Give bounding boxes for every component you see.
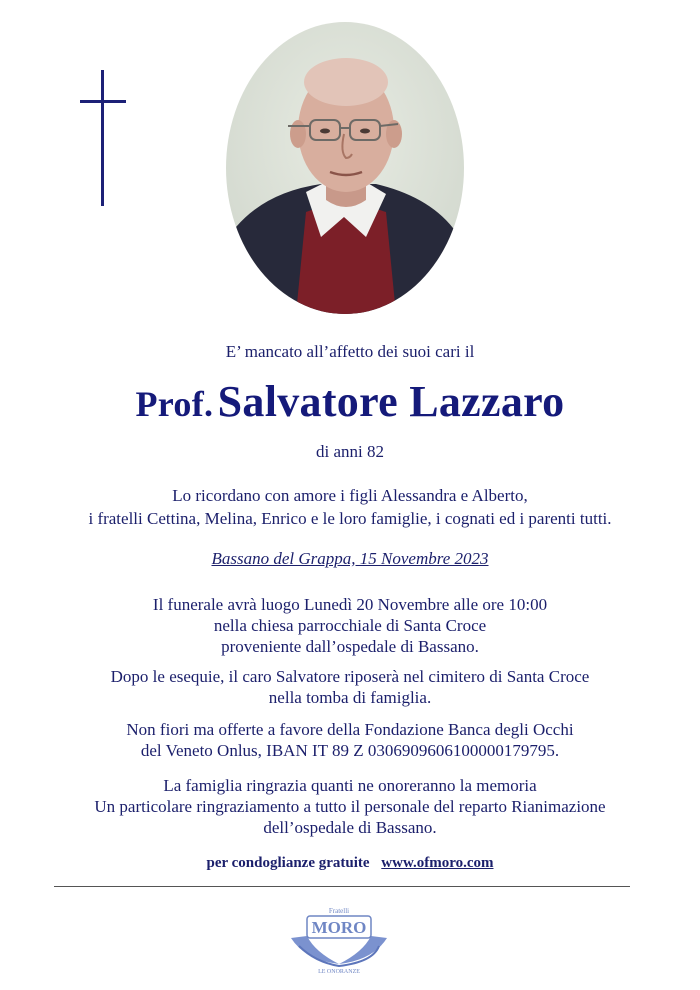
condolences-label: per condoglianze gratuite <box>206 855 370 871</box>
burial-line: nella tomba di famiglia. <box>268 688 432 707</box>
thanks-line: Un particolare ringraziamento a tutto il personale del reparto Rianimazione <box>94 797 606 816</box>
logo-name-text: MORO <box>311 918 367 937</box>
age-text: di anni 82 <box>316 442 384 461</box>
deceased-name <box>0 376 700 427</box>
thanks-info <box>0 775 700 838</box>
name-full: Salvatore Lazzaro <box>217 377 565 426</box>
logo-bottom-text: LE ONORANZE <box>318 969 360 974</box>
burial-line: Dopo le esequie, il caro Salvatore riposerà nel cimitero di Santa Croce <box>110 667 590 686</box>
funeral-line: nella chiesa parrocchiale di Santa Croce <box>213 616 487 635</box>
remembrance-line: i fratelli Cettina, Melina, Enrico e le loro famiglie, i cognati ed i parenti tutti. <box>88 509 612 528</box>
donation-info <box>0 719 700 761</box>
funeral-line: Il funerale avrà luogo Lunedì 20 Novembre alle ore 10:00 <box>152 595 548 614</box>
condolences <box>0 855 700 872</box>
funeral-line: proveniente dall’ospedale di Bassano. <box>221 637 479 656</box>
donation-line: Non fiori ma offerte a favore della Fondazione Banca degli Occhi <box>126 720 574 739</box>
portrait-photo <box>226 22 464 314</box>
intro-text: E’ mancato all’affetto dei suoi cari il <box>225 342 475 361</box>
remembrance-line: Lo ricordano con amore i figli Alessandra e Alberto, <box>172 486 528 505</box>
funeral-info <box>0 594 700 657</box>
place-date: Bassano del Grappa, 15 Novembre 2023 <box>211 549 489 568</box>
moro-logo <box>285 902 393 974</box>
name-title: Prof. <box>135 384 214 424</box>
donation-line: del Veneto Onlus, IBAN IT 89 Z 0306909606100000179795. <box>140 741 560 760</box>
condolences-link[interactable]: www.ofmoro.com <box>381 855 494 871</box>
burial-info <box>0 666 700 708</box>
cross-icon <box>80 70 126 206</box>
remembrance-text <box>0 484 700 530</box>
thanks-line: La famiglia ringrazia quanti ne onoreranno la memoria <box>163 776 537 795</box>
divider-line <box>54 886 630 887</box>
logo-top-text: Fratelli <box>328 907 350 915</box>
thanks-line: dell’ospedale di Bassano. <box>263 818 437 837</box>
